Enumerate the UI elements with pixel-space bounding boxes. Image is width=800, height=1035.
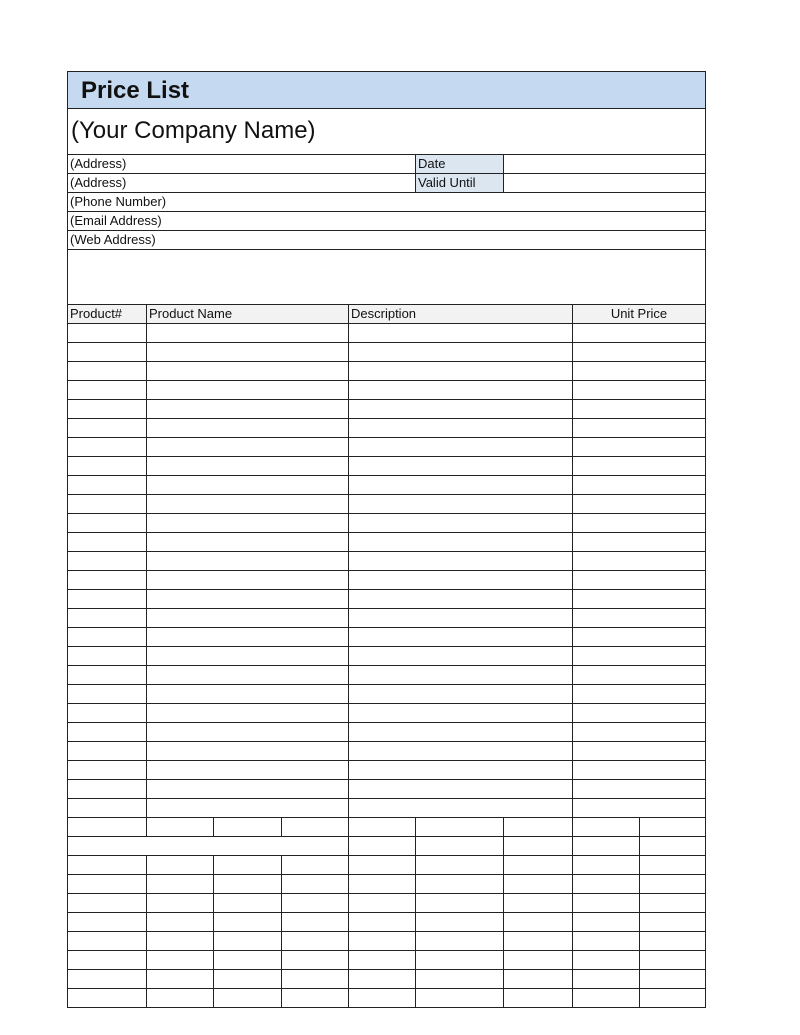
table-cell[interactable] bbox=[349, 609, 573, 627]
table-cell[interactable] bbox=[147, 894, 214, 912]
email-row bbox=[67, 212, 706, 231]
table-cell[interactable] bbox=[416, 913, 504, 931]
table-cell[interactable] bbox=[68, 495, 147, 513]
table-cell[interactable] bbox=[68, 647, 147, 665]
table-cell[interactable] bbox=[147, 590, 349, 608]
table-cell[interactable] bbox=[68, 476, 147, 494]
table-cell[interactable] bbox=[147, 381, 349, 399]
table-cell[interactable] bbox=[349, 571, 573, 589]
table-cell[interactable] bbox=[214, 913, 282, 931]
table-cell[interactable] bbox=[573, 951, 640, 969]
table-cell[interactable] bbox=[573, 552, 705, 570]
table-row bbox=[67, 324, 706, 343]
table-row bbox=[67, 609, 706, 628]
table-cell[interactable] bbox=[68, 362, 147, 380]
table-cell[interactable] bbox=[68, 761, 147, 779]
table-row bbox=[67, 381, 706, 400]
table-row bbox=[67, 533, 706, 552]
table-row bbox=[67, 799, 706, 818]
web-field[interactable]: (Web Address) bbox=[70, 232, 156, 247]
table-cell[interactable] bbox=[504, 856, 573, 874]
table-cell[interactable] bbox=[147, 438, 349, 456]
table-cell[interactable] bbox=[147, 951, 214, 969]
table-cell[interactable] bbox=[573, 476, 705, 494]
table-cell[interactable] bbox=[573, 533, 705, 551]
table-cell[interactable] bbox=[349, 324, 573, 342]
table-row bbox=[67, 495, 706, 514]
address-row-2 bbox=[67, 174, 706, 193]
table-cell[interactable] bbox=[349, 647, 573, 665]
table-cell[interactable] bbox=[349, 780, 573, 798]
table-cell[interactable] bbox=[214, 856, 282, 874]
table-cell[interactable] bbox=[504, 894, 573, 912]
table-cell[interactable] bbox=[68, 780, 147, 798]
table-cell[interactable] bbox=[573, 324, 705, 342]
column-header-unit-price: Unit Price bbox=[610, 306, 668, 321]
table-cell[interactable] bbox=[147, 476, 349, 494]
table-cell[interactable] bbox=[573, 932, 640, 950]
table-row bbox=[67, 856, 706, 875]
table-cell[interactable] bbox=[282, 856, 349, 874]
table-cell[interactable] bbox=[214, 989, 282, 1007]
table-cell[interactable] bbox=[573, 989, 640, 1007]
table-row bbox=[67, 438, 706, 457]
table-cell[interactable] bbox=[147, 324, 349, 342]
table-cell[interactable] bbox=[147, 932, 214, 950]
table-cell[interactable] bbox=[68, 324, 147, 342]
table-cell[interactable] bbox=[573, 894, 640, 912]
table-cell[interactable] bbox=[504, 989, 573, 1007]
table-cell[interactable] bbox=[147, 723, 349, 741]
table-cell[interactable] bbox=[349, 381, 573, 399]
merged-row bbox=[67, 837, 706, 856]
table-cell[interactable] bbox=[349, 989, 416, 1007]
table-cell[interactable] bbox=[573, 666, 705, 684]
table-cell[interactable] bbox=[282, 875, 349, 893]
table-cell[interactable] bbox=[349, 590, 573, 608]
table-row bbox=[67, 666, 706, 685]
table-cell[interactable] bbox=[282, 818, 349, 836]
table-cell[interactable] bbox=[68, 685, 147, 703]
table-cell[interactable] bbox=[573, 685, 705, 703]
table-cell[interactable] bbox=[147, 495, 349, 513]
table-cell[interactable] bbox=[573, 875, 640, 893]
spacer-row bbox=[67, 250, 706, 305]
table-cell[interactable] bbox=[349, 419, 573, 437]
table-cell[interactable] bbox=[640, 932, 705, 950]
column-header-product-number: Product# bbox=[68, 305, 147, 323]
table-cell[interactable] bbox=[147, 799, 349, 817]
company-name-field[interactable]: (Your Company Name) bbox=[71, 117, 316, 144]
table-cell[interactable] bbox=[68, 590, 147, 608]
table-cell[interactable] bbox=[349, 552, 573, 570]
table-cell[interactable] bbox=[68, 818, 147, 836]
table-cell[interactable] bbox=[68, 514, 147, 532]
table-cell[interactable] bbox=[573, 495, 705, 513]
table-cell[interactable] bbox=[147, 400, 349, 418]
table-cell[interactable] bbox=[573, 628, 705, 646]
table-cell[interactable] bbox=[282, 989, 349, 1007]
table-cell[interactable] bbox=[573, 609, 705, 627]
table-cell[interactable] bbox=[214, 932, 282, 950]
table-row bbox=[67, 552, 706, 571]
table-cell[interactable] bbox=[147, 780, 349, 798]
table-cell[interactable] bbox=[68, 457, 147, 475]
table-cell[interactable] bbox=[416, 970, 504, 988]
web-row bbox=[67, 231, 706, 250]
table-cell[interactable] bbox=[282, 932, 349, 950]
table-cell[interactable] bbox=[349, 533, 573, 551]
table-cell[interactable] bbox=[504, 875, 573, 893]
table-cell[interactable] bbox=[573, 362, 705, 380]
table-cell[interactable] bbox=[640, 894, 705, 912]
table-row bbox=[67, 742, 706, 761]
table-cell[interactable] bbox=[147, 913, 214, 931]
table-cell[interactable] bbox=[573, 343, 705, 361]
table-cell[interactable] bbox=[282, 970, 349, 988]
table-cell[interactable] bbox=[573, 799, 705, 817]
table-cell[interactable] bbox=[68, 571, 147, 589]
table-row bbox=[67, 989, 706, 1008]
table-row bbox=[67, 780, 706, 799]
table-cell[interactable] bbox=[147, 818, 214, 836]
table-cell[interactable] bbox=[573, 837, 640, 855]
table-cell[interactable] bbox=[349, 951, 416, 969]
table-cell[interactable] bbox=[147, 685, 349, 703]
table-row bbox=[67, 457, 706, 476]
table-cell[interactable] bbox=[68, 438, 147, 456]
table-cell[interactable] bbox=[68, 628, 147, 646]
table-cell[interactable] bbox=[68, 552, 147, 570]
table-row bbox=[67, 894, 706, 913]
table-cell[interactable] bbox=[147, 419, 349, 437]
table-cell[interactable] bbox=[147, 856, 214, 874]
table-cell[interactable] bbox=[573, 419, 705, 437]
address-row-1 bbox=[67, 155, 706, 174]
table-cell[interactable] bbox=[640, 989, 705, 1007]
table-cell[interactable] bbox=[640, 837, 705, 855]
price-list-sheet bbox=[67, 71, 706, 1008]
table-cell[interactable] bbox=[349, 970, 416, 988]
table-cell[interactable] bbox=[349, 932, 416, 950]
table-row bbox=[67, 362, 706, 381]
table-cell[interactable] bbox=[147, 761, 349, 779]
address-field-2[interactable]: (Address) bbox=[68, 174, 416, 192]
table-cell[interactable] bbox=[573, 723, 705, 741]
table-cell[interactable] bbox=[147, 666, 349, 684]
table-cell[interactable] bbox=[68, 856, 147, 874]
table-cell[interactable] bbox=[349, 438, 573, 456]
valid-until-field[interactable] bbox=[504, 174, 705, 192]
table-cell[interactable] bbox=[214, 875, 282, 893]
table-cell[interactable] bbox=[349, 818, 416, 836]
table-cell[interactable] bbox=[573, 780, 705, 798]
table-cell[interactable] bbox=[349, 514, 573, 532]
table-header bbox=[67, 305, 706, 324]
grid-body bbox=[67, 856, 706, 1008]
table-cell[interactable] bbox=[68, 381, 147, 399]
table-cell[interactable] bbox=[573, 571, 705, 589]
table-cell[interactable] bbox=[147, 571, 349, 589]
table-cell[interactable] bbox=[147, 533, 349, 551]
table-cell[interactable] bbox=[349, 837, 416, 855]
table-row bbox=[67, 476, 706, 495]
table-cell[interactable] bbox=[573, 818, 640, 836]
table-cell[interactable] bbox=[349, 400, 573, 418]
table-cell[interactable] bbox=[573, 400, 705, 418]
table-cell[interactable] bbox=[282, 951, 349, 969]
table-cell[interactable] bbox=[349, 704, 573, 722]
notes-area[interactable] bbox=[68, 250, 705, 304]
table-cell[interactable] bbox=[68, 875, 147, 893]
table-cell[interactable] bbox=[573, 514, 705, 532]
table-cell[interactable] bbox=[68, 970, 147, 988]
table-cell[interactable] bbox=[282, 913, 349, 931]
table-cell[interactable] bbox=[573, 742, 705, 760]
table-cell[interactable] bbox=[416, 951, 504, 969]
table-cell[interactable] bbox=[349, 799, 573, 817]
table-cell[interactable] bbox=[147, 970, 214, 988]
table-cell[interactable] bbox=[147, 742, 349, 760]
title-band bbox=[67, 71, 706, 109]
table-cell[interactable] bbox=[214, 970, 282, 988]
email-field[interactable]: (Email Address) bbox=[70, 213, 162, 228]
column-header-description: Description bbox=[349, 305, 573, 323]
table-cell[interactable] bbox=[147, 552, 349, 570]
table-row bbox=[67, 571, 706, 590]
table-cell[interactable] bbox=[416, 856, 504, 874]
table-cell[interactable] bbox=[349, 362, 573, 380]
table-cell[interactable] bbox=[349, 894, 416, 912]
table-cell[interactable] bbox=[416, 837, 504, 855]
table-cell[interactable] bbox=[214, 951, 282, 969]
table-cell[interactable] bbox=[68, 742, 147, 760]
table-cell[interactable] bbox=[147, 989, 214, 1007]
table-cell[interactable] bbox=[68, 894, 147, 912]
table-cell[interactable] bbox=[349, 723, 573, 741]
table-cell[interactable] bbox=[214, 818, 282, 836]
table-cell[interactable] bbox=[68, 913, 147, 931]
table-cell[interactable] bbox=[573, 438, 705, 456]
table-cell[interactable] bbox=[573, 856, 640, 874]
table-row bbox=[67, 704, 706, 723]
table-cell[interactable] bbox=[349, 913, 416, 931]
table-cell[interactable] bbox=[504, 837, 573, 855]
table-cell[interactable] bbox=[147, 704, 349, 722]
table-cell[interactable] bbox=[147, 343, 349, 361]
phone-row bbox=[67, 193, 706, 212]
table-cell[interactable] bbox=[416, 875, 504, 893]
table-cell[interactable] bbox=[573, 457, 705, 475]
company-name-row bbox=[67, 109, 706, 155]
table-cell[interactable] bbox=[68, 343, 147, 361]
table-cell[interactable] bbox=[640, 818, 705, 836]
table-cell[interactable] bbox=[349, 343, 573, 361]
table-cell[interactable] bbox=[349, 742, 573, 760]
table-cell[interactable] bbox=[147, 362, 349, 380]
table-row bbox=[67, 647, 706, 666]
table-cell[interactable] bbox=[349, 476, 573, 494]
table-cell[interactable] bbox=[68, 704, 147, 722]
column-header-product-name: Product Name bbox=[147, 305, 349, 323]
table-cell[interactable] bbox=[147, 628, 349, 646]
table-cell[interactable] bbox=[68, 419, 147, 437]
split-row bbox=[67, 818, 706, 837]
table-cell[interactable] bbox=[640, 970, 705, 988]
table-row bbox=[67, 723, 706, 742]
table-cell[interactable] bbox=[68, 533, 147, 551]
table-cell[interactable] bbox=[68, 989, 147, 1007]
table-cell[interactable] bbox=[282, 894, 349, 912]
table-row bbox=[67, 761, 706, 780]
table-cell[interactable] bbox=[349, 457, 573, 475]
table-cell[interactable] bbox=[147, 875, 214, 893]
table-cell[interactable] bbox=[147, 609, 349, 627]
table-row bbox=[67, 875, 706, 894]
table-cell[interactable] bbox=[147, 457, 349, 475]
phone-field[interactable]: (Phone Number) bbox=[70, 194, 167, 209]
table-row bbox=[67, 343, 706, 362]
table-cell[interactable] bbox=[573, 381, 705, 399]
table-body bbox=[67, 324, 706, 818]
table-cell[interactable] bbox=[416, 932, 504, 950]
table-row bbox=[67, 590, 706, 609]
table-cell[interactable] bbox=[68, 837, 349, 855]
table-cell[interactable] bbox=[504, 913, 573, 931]
table-cell[interactable] bbox=[416, 989, 504, 1007]
table-row bbox=[67, 932, 706, 951]
table-row bbox=[67, 970, 706, 989]
table-cell[interactable] bbox=[640, 913, 705, 931]
table-cell[interactable] bbox=[349, 628, 573, 646]
table-cell[interactable] bbox=[349, 761, 573, 779]
table-cell[interactable] bbox=[573, 761, 705, 779]
table-cell[interactable] bbox=[573, 647, 705, 665]
table-row bbox=[67, 419, 706, 438]
table-cell[interactable] bbox=[504, 951, 573, 969]
table-cell[interactable] bbox=[573, 970, 640, 988]
table-cell[interactable] bbox=[640, 951, 705, 969]
table-cell[interactable] bbox=[147, 647, 349, 665]
table-cell[interactable] bbox=[349, 856, 416, 874]
table-cell[interactable] bbox=[640, 856, 705, 874]
table-cell[interactable] bbox=[504, 932, 573, 950]
date-field[interactable] bbox=[504, 155, 705, 173]
table-row bbox=[67, 951, 706, 970]
table-cell[interactable] bbox=[68, 723, 147, 741]
table-cell[interactable] bbox=[349, 666, 573, 684]
table-cell[interactable] bbox=[640, 875, 705, 893]
table-row bbox=[67, 913, 706, 932]
table-cell[interactable] bbox=[416, 894, 504, 912]
table-cell[interactable] bbox=[68, 932, 147, 950]
table-cell[interactable] bbox=[349, 685, 573, 703]
table-row bbox=[67, 514, 706, 533]
table-cell[interactable] bbox=[68, 609, 147, 627]
table-cell[interactable] bbox=[573, 913, 640, 931]
table-cell[interactable] bbox=[214, 894, 282, 912]
table-cell[interactable] bbox=[147, 514, 349, 532]
table-cell[interactable] bbox=[68, 666, 147, 684]
table-cell[interactable] bbox=[349, 875, 416, 893]
table-cell[interactable] bbox=[349, 495, 573, 513]
table-cell[interactable] bbox=[504, 818, 573, 836]
table-cell[interactable] bbox=[68, 799, 147, 817]
table-cell[interactable] bbox=[573, 590, 705, 608]
table-cell[interactable] bbox=[68, 400, 147, 418]
table-cell[interactable] bbox=[416, 818, 504, 836]
table-row bbox=[67, 628, 706, 647]
table-cell[interactable] bbox=[573, 704, 705, 722]
table-row bbox=[67, 685, 706, 704]
table-cell[interactable] bbox=[68, 951, 147, 969]
table-cell[interactable] bbox=[504, 970, 573, 988]
valid-until-label: Valid Until bbox=[416, 174, 504, 192]
date-label: Date bbox=[416, 155, 504, 173]
page-title: Price List bbox=[81, 77, 190, 104]
address-field-1[interactable]: (Address) bbox=[68, 155, 416, 173]
table-row bbox=[67, 400, 706, 419]
